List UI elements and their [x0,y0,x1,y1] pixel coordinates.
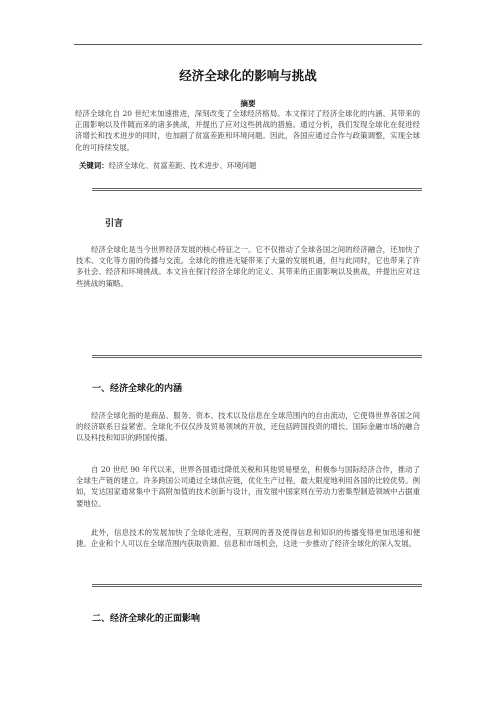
section-divider [92,584,422,587]
keywords-label: 关键词： [79,161,109,170]
section-heading-2: 二、经济全球化的正面影响 [92,614,201,624]
keywords-text: 经济全球化、贫富差距、技术进步、环境问题 [108,161,257,170]
section-heading-1: 一、经济全球化的内涵 [92,384,183,394]
abstract-text: 经济全球化自 20 世纪末加速推进，深刻改变了全球经济格局。本文探讨了经济全球化的内涵、其带来的正面影响以及伴随而来的诸多挑战，并提出了应对这些挑战的措施。通过分析，我们发现全球化在促进经济增长和技术进步的同时，也加剧了贫富差距和环境问题。因此，各国应通过合作与政策调整，实现全球化的可持续发展。 [75,109,420,152]
section-divider [92,188,422,191]
top-rule [74,44,422,45]
section-1-paragraph-1: 经济全球化指的是商品、服务、资本、技术以及信息在全球范围内的自由流动，它使得世界各国之间的经济联系日益紧密。全球化不仅仅涉及贸易领域的开放，还包括跨国投资的增长、国际金融市场的融合以及科技和知识的跨国传播。 [76,411,420,443]
section-divider [92,355,422,358]
document-title: 经济全球化的影响与挑战 [179,68,317,83]
keywords-line [79,160,256,171]
section-1-paragraph-3: 此外，信息技术的发展加快了全球化进程，互联网的普及使得信息和知识的传播变得更加迅速和便捷。企业和个人可以在全球范围内获取资源、信息和市场机会，这进一步推动了经济全球化的深入发展。 [76,528,420,549]
intro-paragraph: 经济全球化是当今世界经济发展的核心特征之一。它不仅推动了全球各国之间的经济融合，还加快了技术、文化等方面的传播与交流。全球化的推进无疑带来了大量的发展机遇，但与此同时，它也带来了许多社会、经济和环境挑战。本文旨在探讨经济全球化的定义、其带来的正面影响以及挑战，并提出应对这些挑战的策略。 [76,245,420,288]
abstract-heading: 摘要 [240,99,256,108]
section-heading-intro: 引言 [105,219,124,229]
section-1-paragraph-2: 自 20 世纪 90 年代以来，世界各国通过降低关税和其他贸易壁垒，积极参与国际经济合作，推动了全球生产链的建立。许多跨国公司通过全球供应链，优化生产过程，最大限度地利用各国的比较优势。例如，发达国家通常集中于高附加值的技术创新与设计，而发展中国家则在劳动力密集型制造领域中占据重要地位。 [76,465,420,508]
